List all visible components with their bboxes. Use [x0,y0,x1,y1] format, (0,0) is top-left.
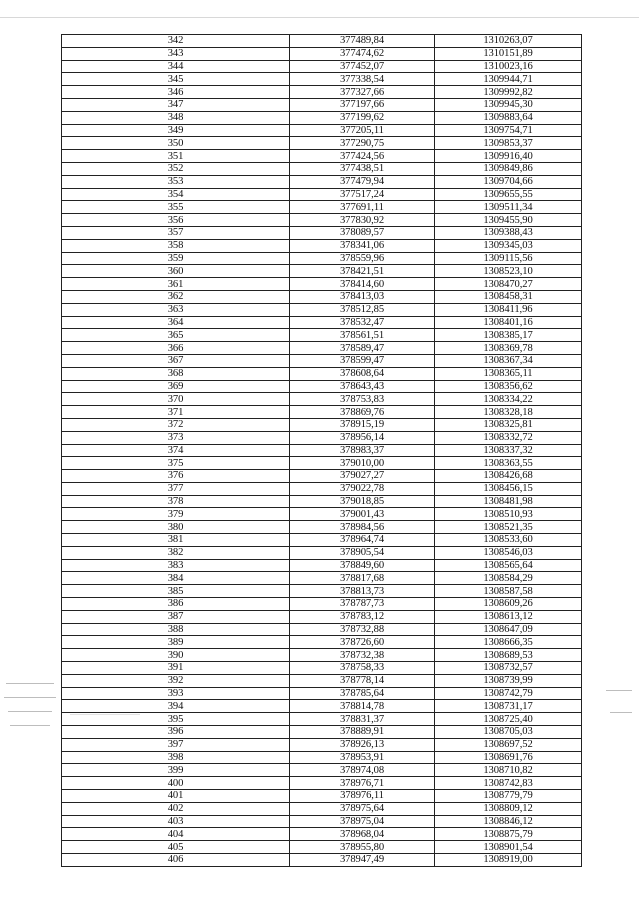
y-coordinate-cell: 1308710,82 [435,764,582,777]
table-row [62,35,582,48]
table-row [62,598,582,611]
y-coordinate-cell: 1308705,03 [435,726,582,739]
y-coordinate-cell: 1308363,55 [435,457,582,470]
x-coordinate-cell: 377479,94 [290,175,435,188]
point-number-cell: 386 [62,598,290,611]
x-coordinate-cell: 378831,37 [290,713,435,726]
table-row [62,700,582,713]
y-coordinate-cell: 1308919,00 [435,854,582,867]
table-row [62,111,582,124]
point-number-cell: 361 [62,278,290,291]
point-number-cell: 362 [62,290,290,303]
point-number-cell: 388 [62,623,290,636]
point-number-cell: 356 [62,214,290,227]
scan-artifact [606,690,632,691]
point-number-cell: 377 [62,482,290,495]
table-row [62,457,582,470]
point-number-cell: 368 [62,367,290,380]
point-number-cell: 401 [62,790,290,803]
x-coordinate-cell: 378905,54 [290,546,435,559]
table-row [62,674,582,687]
table-row [62,226,582,239]
y-coordinate-cell: 1308809,12 [435,802,582,815]
table-row [62,854,582,867]
table-row [62,380,582,393]
table-row [62,239,582,252]
x-coordinate-cell: 377424,56 [290,150,435,163]
point-number-cell: 374 [62,444,290,457]
y-coordinate-cell: 1308510,93 [435,508,582,521]
table-row [62,726,582,739]
point-number-cell: 345 [62,73,290,86]
point-number-cell: 405 [62,841,290,854]
y-coordinate-cell: 1308458,31 [435,290,582,303]
table-row [62,636,582,649]
y-coordinate-cell: 1310023,16 [435,60,582,73]
x-coordinate-cell: 378783,12 [290,610,435,623]
table-row [62,828,582,841]
point-number-cell: 390 [62,649,290,662]
y-coordinate-cell: 1308365,11 [435,367,582,380]
x-coordinate-cell: 378814,78 [290,700,435,713]
x-coordinate-cell: 377691,11 [290,201,435,214]
x-coordinate-cell: 378968,04 [290,828,435,841]
y-coordinate-cell: 1309849,86 [435,162,582,175]
x-coordinate-cell: 378974,08 [290,764,435,777]
x-coordinate-cell: 378608,64 [290,367,435,380]
point-number-cell: 380 [62,521,290,534]
y-coordinate-cell: 1308369,78 [435,342,582,355]
x-coordinate-cell: 379010,00 [290,457,435,470]
x-coordinate-cell: 378589,47 [290,342,435,355]
table-row [62,73,582,86]
x-coordinate-cell: 378953,91 [290,751,435,764]
table-row [62,534,582,547]
table-row [62,764,582,777]
point-number-cell: 366 [62,342,290,355]
scan-top-edge [0,17,639,18]
x-coordinate-cell: 378983,37 [290,444,435,457]
x-coordinate-cell: 378732,88 [290,623,435,636]
y-coordinate-cell: 1308846,12 [435,815,582,828]
point-number-cell: 360 [62,265,290,278]
y-coordinate-cell: 1309916,40 [435,150,582,163]
table-row [62,418,582,431]
y-coordinate-cell: 1308739,99 [435,674,582,687]
x-coordinate-cell: 377338,54 [290,73,435,86]
point-number-cell: 343 [62,47,290,60]
y-coordinate-cell: 1308470,27 [435,278,582,291]
x-coordinate-cell: 377517,24 [290,188,435,201]
table-row [62,815,582,828]
x-coordinate-cell: 378947,49 [290,854,435,867]
x-coordinate-cell: 378869,76 [290,406,435,419]
point-number-cell: 389 [62,636,290,649]
table-row [62,585,582,598]
point-number-cell: 398 [62,751,290,764]
table-row [62,188,582,201]
y-coordinate-cell: 1308875,79 [435,828,582,841]
table-row [62,508,582,521]
y-coordinate-cell: 1310263,07 [435,35,582,48]
point-number-cell: 404 [62,828,290,841]
x-coordinate-cell: 378915,19 [290,418,435,431]
point-number-cell: 363 [62,303,290,316]
x-coordinate-cell: 378984,56 [290,521,435,534]
y-coordinate-cell: 1308587,58 [435,585,582,598]
x-coordinate-cell: 377290,75 [290,137,435,150]
point-number-cell: 383 [62,559,290,572]
y-coordinate-cell: 1308584,29 [435,572,582,585]
y-coordinate-cell: 1309388,43 [435,226,582,239]
table-row [62,521,582,534]
y-coordinate-cell: 1308689,53 [435,649,582,662]
table-row [62,649,582,662]
table-row [62,278,582,291]
x-coordinate-cell: 378975,64 [290,802,435,815]
table-row [62,329,582,342]
table-row [62,354,582,367]
table-row [62,86,582,99]
y-coordinate-cell: 1308742,79 [435,687,582,700]
y-coordinate-cell: 1308426,68 [435,470,582,483]
x-coordinate-cell: 377199,62 [290,111,435,124]
x-coordinate-cell: 378817,68 [290,572,435,585]
point-number-cell: 358 [62,239,290,252]
table-row [62,738,582,751]
y-coordinate-cell: 1308666,35 [435,636,582,649]
point-number-cell: 364 [62,316,290,329]
y-coordinate-cell: 1309704,66 [435,175,582,188]
x-coordinate-cell: 378976,11 [290,790,435,803]
y-coordinate-cell: 1309455,90 [435,214,582,227]
y-coordinate-cell: 1308565,64 [435,559,582,572]
x-coordinate-cell: 378599,47 [290,354,435,367]
scan-artifact [10,725,50,726]
point-number-cell: 402 [62,802,290,815]
y-coordinate-cell: 1309754,71 [435,124,582,137]
table-row [62,572,582,585]
point-number-cell: 396 [62,726,290,739]
table-row [62,124,582,137]
table-row [62,495,582,508]
point-number-cell: 371 [62,406,290,419]
x-coordinate-cell: 377197,66 [290,98,435,111]
table-row [62,470,582,483]
y-coordinate-cell: 1309853,37 [435,137,582,150]
coordinates-table [61,34,582,867]
point-number-cell: 392 [62,674,290,687]
y-coordinate-cell: 1308725,40 [435,713,582,726]
table-row [62,687,582,700]
table-row [62,60,582,73]
x-coordinate-cell: 378956,14 [290,431,435,444]
point-number-cell: 354 [62,188,290,201]
x-coordinate-cell: 378421,51 [290,265,435,278]
table-row [62,303,582,316]
y-coordinate-cell: 1309655,55 [435,188,582,201]
x-coordinate-cell: 378926,13 [290,738,435,751]
y-coordinate-cell: 1308325,81 [435,418,582,431]
point-number-cell: 370 [62,393,290,406]
point-number-cell: 406 [62,854,290,867]
x-coordinate-cell: 378512,85 [290,303,435,316]
point-number-cell: 357 [62,226,290,239]
table-row [62,162,582,175]
table-row [62,201,582,214]
y-coordinate-cell: 1308337,32 [435,444,582,457]
x-coordinate-cell: 378732,38 [290,649,435,662]
point-number-cell: 375 [62,457,290,470]
table-row [62,214,582,227]
y-coordinate-cell: 1309883,64 [435,111,582,124]
x-coordinate-cell: 378559,96 [290,252,435,265]
x-coordinate-cell: 378532,47 [290,316,435,329]
y-coordinate-cell: 1309992,82 [435,86,582,99]
table-row [62,431,582,444]
y-coordinate-cell: 1308613,12 [435,610,582,623]
table-row [62,98,582,111]
table-row [62,150,582,163]
point-number-cell: 349 [62,124,290,137]
table-row [62,751,582,764]
table-row [62,841,582,854]
table-row [62,546,582,559]
x-coordinate-cell: 378975,04 [290,815,435,828]
y-coordinate-cell: 1308901,54 [435,841,582,854]
y-coordinate-cell: 1308779,79 [435,790,582,803]
x-coordinate-cell: 378976,71 [290,777,435,790]
x-coordinate-cell: 378753,83 [290,393,435,406]
x-coordinate-cell: 378089,57 [290,226,435,239]
x-coordinate-cell: 378787,73 [290,598,435,611]
x-coordinate-cell: 378778,14 [290,674,435,687]
x-coordinate-cell: 378341,06 [290,239,435,252]
y-coordinate-cell: 1308334,22 [435,393,582,406]
x-coordinate-cell: 378813,73 [290,585,435,598]
point-number-cell: 342 [62,35,290,48]
x-coordinate-cell: 377438,51 [290,162,435,175]
y-coordinate-cell: 1308697,52 [435,738,582,751]
y-coordinate-cell: 1308385,17 [435,329,582,342]
point-number-cell: 359 [62,252,290,265]
x-coordinate-cell: 378964,74 [290,534,435,547]
y-coordinate-cell: 1308546,03 [435,546,582,559]
point-number-cell: 397 [62,738,290,751]
table-row [62,559,582,572]
table-row [62,777,582,790]
table-row [62,265,582,278]
point-number-cell: 351 [62,150,290,163]
x-coordinate-cell: 378414,60 [290,278,435,291]
table-row [62,316,582,329]
table-row [62,610,582,623]
table-row [62,623,582,636]
y-coordinate-cell: 1308533,60 [435,534,582,547]
y-coordinate-cell: 1308411,96 [435,303,582,316]
point-number-cell: 378 [62,495,290,508]
table-row [62,137,582,150]
point-number-cell: 387 [62,610,290,623]
coordinates-table-body [62,35,582,867]
y-coordinate-cell: 1308401,16 [435,316,582,329]
point-number-cell: 399 [62,764,290,777]
y-coordinate-cell: 1308481,98 [435,495,582,508]
x-coordinate-cell: 377327,66 [290,86,435,99]
point-number-cell: 394 [62,700,290,713]
scan-artifact [6,683,54,684]
point-number-cell: 381 [62,534,290,547]
y-coordinate-cell: 1308732,57 [435,662,582,675]
y-coordinate-cell: 1310151,89 [435,47,582,60]
table-row [62,444,582,457]
y-coordinate-cell: 1309345,03 [435,239,582,252]
y-coordinate-cell: 1308332,72 [435,431,582,444]
y-coordinate-cell: 1308691,76 [435,751,582,764]
y-coordinate-cell: 1308356,62 [435,380,582,393]
scan-artifact [610,712,632,713]
x-coordinate-cell: 379001,43 [290,508,435,521]
point-number-cell: 369 [62,380,290,393]
x-coordinate-cell: 378955,80 [290,841,435,854]
table-row [62,393,582,406]
table-row [62,367,582,380]
x-coordinate-cell: 378785,64 [290,687,435,700]
x-coordinate-cell: 378889,91 [290,726,435,739]
point-number-cell: 379 [62,508,290,521]
y-coordinate-cell: 1308731,17 [435,700,582,713]
table-row [62,662,582,675]
point-number-cell: 355 [62,201,290,214]
point-number-cell: 385 [62,585,290,598]
x-coordinate-cell: 379018,85 [290,495,435,508]
point-number-cell: 352 [62,162,290,175]
point-number-cell: 350 [62,137,290,150]
y-coordinate-cell: 1308523,10 [435,265,582,278]
point-number-cell: 393 [62,687,290,700]
point-number-cell: 376 [62,470,290,483]
point-number-cell: 403 [62,815,290,828]
y-coordinate-cell: 1308609,26 [435,598,582,611]
table-row [62,790,582,803]
x-coordinate-cell: 377474,62 [290,47,435,60]
point-number-cell: 347 [62,98,290,111]
table-row [62,252,582,265]
point-number-cell: 395 [62,713,290,726]
x-coordinate-cell: 377205,11 [290,124,435,137]
table-row [62,802,582,815]
y-coordinate-cell: 1309945,30 [435,98,582,111]
table-row [62,175,582,188]
point-number-cell: 391 [62,662,290,675]
table-row [62,47,582,60]
y-coordinate-cell: 1308456,15 [435,482,582,495]
x-coordinate-cell: 378561,51 [290,329,435,342]
y-coordinate-cell: 1309115,56 [435,252,582,265]
y-coordinate-cell: 1308521,35 [435,521,582,534]
y-coordinate-cell: 1308647,09 [435,623,582,636]
point-number-cell: 400 [62,777,290,790]
point-number-cell: 367 [62,354,290,367]
x-coordinate-cell: 378726,60 [290,636,435,649]
x-coordinate-cell: 379027,27 [290,470,435,483]
point-number-cell: 348 [62,111,290,124]
point-number-cell: 344 [62,60,290,73]
y-coordinate-cell: 1309511,34 [435,201,582,214]
x-coordinate-cell: 378758,33 [290,662,435,675]
point-number-cell: 382 [62,546,290,559]
scan-artifact [4,697,56,698]
y-coordinate-cell: 1308367,34 [435,354,582,367]
table-row [62,406,582,419]
scan-artifact [70,714,140,715]
point-number-cell: 346 [62,86,290,99]
x-coordinate-cell: 378413,03 [290,290,435,303]
x-coordinate-cell: 377830,92 [290,214,435,227]
x-coordinate-cell: 378643,43 [290,380,435,393]
point-number-cell: 373 [62,431,290,444]
point-number-cell: 384 [62,572,290,585]
point-number-cell: 353 [62,175,290,188]
point-number-cell: 365 [62,329,290,342]
x-coordinate-cell: 378849,60 [290,559,435,572]
y-coordinate-cell: 1309944,71 [435,73,582,86]
y-coordinate-cell: 1308328,18 [435,406,582,419]
table-row [62,342,582,355]
table-row [62,482,582,495]
point-number-cell: 372 [62,418,290,431]
table-row [62,290,582,303]
scan-artifact [8,711,52,712]
x-coordinate-cell: 377489,84 [290,35,435,48]
x-coordinate-cell: 377452,07 [290,60,435,73]
y-coordinate-cell: 1308742,83 [435,777,582,790]
x-coordinate-cell: 379022,78 [290,482,435,495]
